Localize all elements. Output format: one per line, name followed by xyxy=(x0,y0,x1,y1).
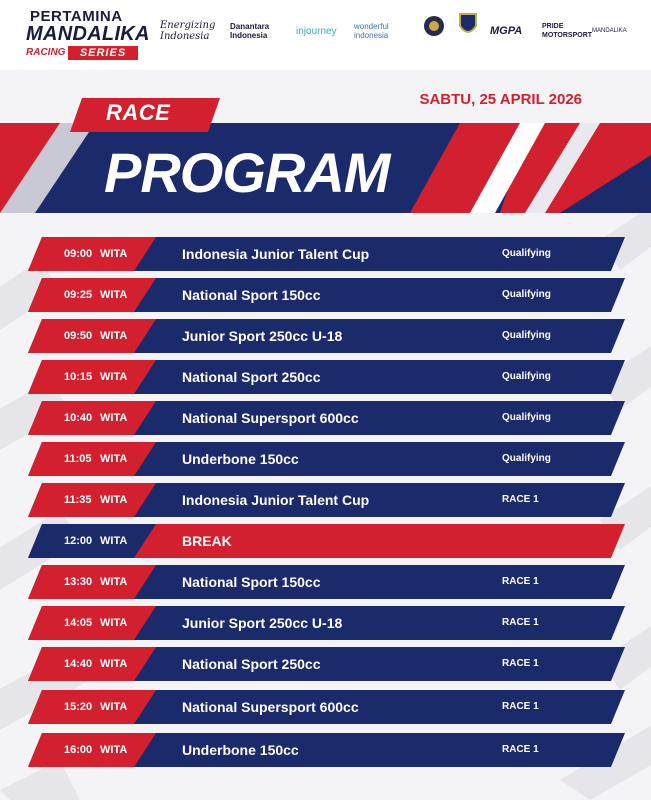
schedule-row xyxy=(28,278,625,312)
schedule-row xyxy=(28,442,625,476)
pertamina-mandalika-logo xyxy=(22,8,150,64)
schedule-row xyxy=(28,319,625,353)
row-time: 12:00 xyxy=(64,535,93,547)
row-event: National Supersport 600cc xyxy=(182,699,359,715)
page-title: PROGRAM xyxy=(104,141,390,204)
sponsor-bar xyxy=(0,0,651,70)
row-timezone: WITA xyxy=(100,289,128,301)
row-event: Underbone 150cc xyxy=(182,742,299,758)
row-timezone: WITA xyxy=(100,330,128,342)
schedule-row xyxy=(28,237,625,271)
row-timezone: WITA xyxy=(100,576,128,588)
row-session: Qualifying xyxy=(502,248,551,259)
row-timezone: WITA xyxy=(100,535,128,547)
schedule-row xyxy=(28,401,625,435)
row-session: Qualifying xyxy=(502,371,551,382)
logo-line-4: SERIES xyxy=(68,46,138,60)
sponsor-mgpa: MGPA xyxy=(490,25,523,37)
row-timezone: WITA xyxy=(100,248,128,260)
row-session: Qualifying xyxy=(502,412,551,423)
shield-icon xyxy=(458,12,478,38)
row-session: RACE 1 xyxy=(502,494,539,505)
schedule-row xyxy=(28,606,625,640)
row-time: 09:50 xyxy=(64,330,93,342)
row-event: Underbone 150cc xyxy=(182,451,299,467)
row-timezone: WITA xyxy=(100,617,128,629)
row-time: 10:15 xyxy=(64,371,93,383)
schedule-row-break xyxy=(28,524,625,558)
row-timezone: WITA xyxy=(100,658,128,670)
row-time: 11:35 xyxy=(64,494,92,506)
row-event: National Sport 150cc xyxy=(182,287,321,303)
row-session: RACE 1 xyxy=(502,576,539,587)
row-session: Qualifying xyxy=(502,453,551,464)
row-timezone: WITA xyxy=(100,494,128,506)
row-event: BREAK xyxy=(182,533,232,549)
sponsor-danantara: Danantara Indonesia xyxy=(230,22,270,40)
row-session: RACE 1 xyxy=(502,617,539,628)
row-event: National Sport 150cc xyxy=(182,574,321,590)
sponsor-energizing-indonesia: Energizing Indonesia xyxy=(160,20,216,42)
row-session: Qualifying xyxy=(502,289,551,300)
row-timezone: WITA xyxy=(100,412,128,424)
row-timezone: WITA xyxy=(100,453,128,465)
schedule-row xyxy=(28,565,625,599)
row-event: Junior Sport 250cc U-18 xyxy=(182,615,343,631)
row-time: 10:40 xyxy=(64,412,93,424)
row-session: RACE 1 xyxy=(502,744,539,755)
schedule-row xyxy=(28,733,625,767)
event-date: SABTU, 25 APRIL 2026 xyxy=(419,91,582,108)
row-time: 09:00 xyxy=(64,248,93,260)
schedule-row xyxy=(28,360,625,394)
row-time: 09:25 xyxy=(64,289,93,301)
row-time: 16:00 xyxy=(64,744,93,756)
row-timezone: WITA xyxy=(100,744,128,756)
schedule-row xyxy=(28,647,625,681)
row-time: 15:20 xyxy=(64,701,93,713)
row-timezone: WITA xyxy=(100,371,128,383)
row-event: Junior Sport 250cc U-18 xyxy=(182,328,343,344)
row-time: 11:05 xyxy=(64,453,92,465)
schedule-row xyxy=(28,483,625,517)
row-event: National Supersport 600cc xyxy=(182,410,359,426)
schedule-row xyxy=(28,690,625,724)
row-session: RACE 1 xyxy=(502,658,539,669)
row-event: Indonesia Junior Talent Cup xyxy=(182,246,370,262)
logo-line-1: PERTAMINA xyxy=(30,8,123,25)
logo-line-2: MANDALIKA xyxy=(26,23,150,45)
logo-line-3: RACING xyxy=(26,47,66,58)
row-time: 14:40 xyxy=(64,658,93,670)
row-event: Indonesia Junior Talent Cup xyxy=(182,492,370,508)
emblem-icon xyxy=(422,14,446,38)
row-timezone: WITA xyxy=(100,701,128,713)
row-session: RACE 1 xyxy=(502,701,539,712)
sponsor-injourney: injourney xyxy=(296,25,337,37)
row-event: National Sport 250cc xyxy=(182,656,321,672)
title-tag: RACE xyxy=(106,100,171,125)
sponsor-wonderful-indonesia: wonderful indonesia xyxy=(354,22,389,40)
row-time: 14:05 xyxy=(64,617,93,629)
row-event: National Sport 250cc xyxy=(182,369,321,385)
row-session: Qualifying xyxy=(502,330,551,341)
sponsor-mandalika: MANDALIKA xyxy=(592,28,627,34)
row-time: 13:30 xyxy=(64,576,93,588)
sponsor-pride-motorsport: PRIDE MOTORSPORT xyxy=(542,23,593,39)
